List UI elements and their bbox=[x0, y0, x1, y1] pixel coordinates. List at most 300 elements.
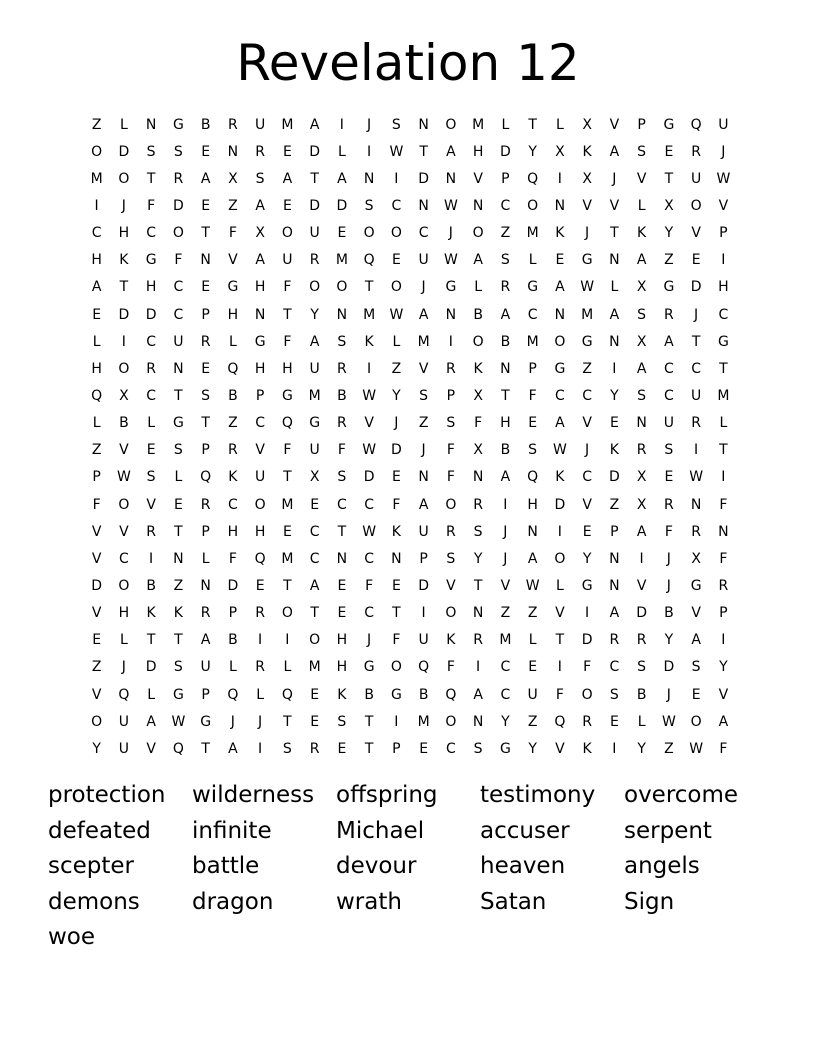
grid-letter: A bbox=[664, 333, 674, 350]
grid-letter: E bbox=[201, 360, 211, 377]
grid-letter: W bbox=[689, 469, 704, 486]
grid-letter: M bbox=[499, 632, 512, 649]
grid-letter: G bbox=[172, 116, 184, 133]
grid-letter: D bbox=[172, 197, 184, 214]
grid-letter: C bbox=[554, 387, 565, 404]
grid-letter: Z bbox=[527, 605, 538, 622]
word-list-item: Satan bbox=[480, 888, 547, 915]
grid-letter: A bbox=[636, 252, 647, 269]
grid-letter: Y bbox=[610, 387, 619, 404]
grid-letter: W bbox=[362, 442, 377, 459]
grid-letter: I bbox=[258, 632, 263, 649]
grid-letter: R bbox=[309, 740, 320, 757]
grid-letter: C bbox=[418, 225, 429, 242]
grid-letter: L bbox=[201, 550, 210, 567]
grid-letter: S bbox=[691, 659, 701, 676]
grid-letter: X bbox=[228, 170, 238, 187]
grid-letter: D bbox=[390, 442, 402, 459]
grid-letter: J bbox=[694, 306, 699, 323]
grid-letter: Q bbox=[445, 686, 457, 703]
grid-letter: N bbox=[336, 306, 348, 323]
grid-letter: F bbox=[337, 442, 346, 459]
grid-letter: R bbox=[146, 523, 156, 540]
grid-letter: V bbox=[718, 197, 729, 214]
grid-letter: P bbox=[719, 605, 728, 622]
grid-letter: K bbox=[364, 333, 374, 350]
grid-letter: N bbox=[445, 306, 457, 323]
grid-letter: H bbox=[145, 279, 157, 296]
grid-letter: V bbox=[609, 116, 620, 133]
grid-letter: T bbox=[419, 143, 428, 160]
grid-letter: N bbox=[254, 306, 266, 323]
grid-letter: E bbox=[555, 252, 565, 269]
word-list-item: Sign bbox=[624, 888, 675, 915]
grid-letter: O bbox=[281, 225, 293, 242]
grid-letter: C bbox=[118, 550, 129, 567]
grid-letter: A bbox=[228, 740, 238, 757]
grid-letter: W bbox=[525, 577, 540, 594]
grid-letter: Q bbox=[118, 686, 130, 703]
grid-letter: U bbox=[309, 442, 320, 459]
grid-letter: P bbox=[419, 550, 428, 567]
grid-letter: N bbox=[636, 415, 647, 432]
grid-letter: J bbox=[258, 713, 263, 730]
grid-letter: A bbox=[146, 713, 156, 730]
grid-row bbox=[83, 708, 737, 735]
grid-letter: V bbox=[582, 415, 592, 432]
grid-letter: E bbox=[664, 143, 674, 160]
grid-letter: V bbox=[91, 605, 102, 622]
grid-letter: P bbox=[501, 170, 510, 187]
grid-letter: F bbox=[446, 442, 455, 459]
grid-letter: H bbox=[254, 279, 266, 296]
grid-letter: F bbox=[174, 252, 183, 269]
grid-letter: F bbox=[719, 550, 728, 567]
grid-letter: M bbox=[717, 387, 730, 404]
grid-letter: B bbox=[500, 333, 511, 350]
grid-letter: C bbox=[91, 225, 102, 242]
grid-letter: L bbox=[147, 415, 156, 432]
grid-letter: U bbox=[718, 116, 729, 133]
word-list-item: accuser bbox=[480, 817, 570, 844]
grid-letter: O bbox=[554, 333, 566, 350]
grid-letter: G bbox=[281, 387, 293, 404]
grid-letter: F bbox=[719, 740, 728, 757]
grid-letter: G bbox=[554, 360, 566, 377]
grid-letter: F bbox=[147, 197, 156, 214]
grid-letter: S bbox=[500, 252, 510, 269]
grid-letter: V bbox=[582, 197, 592, 214]
grid-letter: L bbox=[501, 116, 510, 133]
grid-letter: A bbox=[500, 306, 511, 323]
grid-letter: P bbox=[201, 442, 210, 459]
grid-letter: Y bbox=[392, 387, 401, 404]
grid-letter: Z bbox=[228, 197, 238, 214]
grid-letter: R bbox=[691, 523, 701, 540]
grid-letter: Z bbox=[609, 496, 620, 513]
grid-letter: R bbox=[200, 496, 211, 513]
grid-letter: G bbox=[227, 279, 239, 296]
grid-letter: V bbox=[555, 605, 565, 622]
grid-letter: B bbox=[228, 387, 238, 404]
grid-letter: S bbox=[473, 740, 483, 757]
grid-letter: O bbox=[118, 360, 130, 377]
grid-letter: Q bbox=[281, 415, 293, 432]
grid-letter: S bbox=[201, 387, 211, 404]
grid-letter: B bbox=[146, 577, 156, 594]
grid-letter: F bbox=[446, 469, 455, 486]
grid-letter: K bbox=[146, 605, 156, 622]
grid-letter: E bbox=[201, 279, 211, 296]
page-title: Revelation 12 bbox=[236, 34, 580, 92]
grid-letter: B bbox=[364, 686, 374, 703]
grid-letter: T bbox=[691, 333, 701, 350]
grid-letter: Q bbox=[281, 686, 293, 703]
grid-letter: H bbox=[118, 605, 130, 622]
grid-letter: S bbox=[146, 143, 156, 160]
grid-letter: M bbox=[281, 550, 294, 567]
grid-letter: D bbox=[690, 279, 702, 296]
grid-letter: E bbox=[337, 577, 347, 594]
grid-letter: S bbox=[446, 550, 456, 567]
grid-letter: U bbox=[200, 659, 211, 676]
grid-letter: F bbox=[228, 550, 237, 567]
grid-letter: V bbox=[119, 442, 129, 459]
grid-letter: M bbox=[308, 659, 321, 676]
grid-letter: C bbox=[391, 197, 402, 214]
grid-letter: Y bbox=[501, 713, 510, 730]
grid-letter: W bbox=[443, 252, 458, 269]
grid-letter: V bbox=[146, 496, 156, 513]
grid-letter: Y bbox=[473, 550, 483, 567]
grid-letter: F bbox=[392, 496, 401, 513]
grid-letter: R bbox=[691, 415, 701, 432]
grid-letter: Z bbox=[582, 360, 592, 377]
grid-letter: V bbox=[228, 252, 238, 269]
grid-letter: H bbox=[91, 360, 102, 377]
grid-letter: J bbox=[585, 442, 590, 459]
grid-letter: W bbox=[171, 713, 186, 730]
grid-letter: R bbox=[255, 143, 265, 160]
grid-letter: S bbox=[637, 306, 647, 323]
grid-letter: G bbox=[690, 577, 702, 594]
grid-letter: C bbox=[309, 550, 320, 567]
grid-letter: B bbox=[418, 686, 429, 703]
grid-letter: L bbox=[283, 659, 292, 676]
grid-letter: I bbox=[585, 605, 590, 622]
grid-letter: N bbox=[554, 306, 566, 323]
grid-letter: C bbox=[663, 387, 674, 404]
grid-letter: K bbox=[337, 686, 347, 703]
grid-letter: R bbox=[337, 360, 347, 377]
grid-letter: R bbox=[500, 279, 511, 296]
grid-letter: N bbox=[527, 523, 538, 540]
grid-letter: H bbox=[118, 225, 130, 242]
word-list-item: demons bbox=[48, 888, 140, 915]
grid-letter: X bbox=[555, 143, 565, 160]
grid-letter: B bbox=[228, 632, 238, 649]
grid-letter: O bbox=[118, 577, 130, 594]
grid-letter: F bbox=[583, 659, 592, 676]
grid-letter: N bbox=[472, 605, 484, 622]
grid-letter: R bbox=[337, 415, 347, 432]
grid-letter: A bbox=[555, 279, 565, 296]
grid-letter: T bbox=[501, 387, 510, 404]
grid-letter: C bbox=[173, 279, 184, 296]
grid-letter: G bbox=[390, 686, 402, 703]
grid-letter: S bbox=[637, 387, 647, 404]
grid-letter: J bbox=[421, 279, 426, 296]
grid-letter: S bbox=[337, 713, 347, 730]
grid-letter: L bbox=[637, 713, 646, 730]
grid-letter: R bbox=[446, 523, 456, 540]
grid-letter: A bbox=[500, 469, 511, 486]
grid-letter: C bbox=[718, 306, 729, 323]
grid-letter: K bbox=[391, 523, 401, 540]
grid-letter: E bbox=[310, 713, 320, 730]
grid-row bbox=[83, 111, 737, 138]
word-list-item: overcome bbox=[624, 782, 739, 808]
grid-letter: I bbox=[258, 740, 263, 757]
grid-letter: I bbox=[394, 713, 399, 730]
grid-letter: M bbox=[526, 333, 539, 350]
grid-letter: U bbox=[663, 415, 674, 432]
grid-letter: O bbox=[91, 713, 103, 730]
grid-letter: V bbox=[119, 523, 129, 540]
grid-letter: W bbox=[689, 740, 704, 757]
grid-letter: J bbox=[448, 225, 453, 242]
grid-letter: X bbox=[119, 387, 129, 404]
grid-letter: V bbox=[500, 577, 511, 594]
grid-letter: S bbox=[173, 442, 183, 459]
word-list bbox=[48, 778, 788, 956]
word-list-item: wrath bbox=[336, 888, 402, 915]
grid-letter: G bbox=[581, 252, 593, 269]
grid-letter: T bbox=[283, 713, 292, 730]
grid-letter: W bbox=[661, 713, 676, 730]
grid-letter: C bbox=[691, 360, 702, 377]
grid-letter: A bbox=[255, 197, 265, 214]
grid-letter: L bbox=[528, 252, 537, 269]
grid-row bbox=[83, 192, 737, 219]
word-list-item: devour bbox=[336, 853, 417, 879]
grid-letter: C bbox=[364, 605, 375, 622]
grid-letter: Z bbox=[391, 360, 402, 377]
grid-letter: I bbox=[721, 469, 726, 486]
grid-letter: I bbox=[694, 442, 699, 459]
grid-letter: P bbox=[392, 740, 401, 757]
grid-letter: E bbox=[391, 577, 401, 594]
grid-letter: T bbox=[364, 740, 374, 757]
grid-letter: T bbox=[310, 170, 319, 187]
grid-letter: C bbox=[364, 550, 375, 567]
grid-letter: N bbox=[418, 116, 429, 133]
grid-letter: E bbox=[609, 415, 619, 432]
grid-letter: D bbox=[636, 605, 648, 622]
grid-letter: O bbox=[281, 605, 293, 622]
grid-letter: I bbox=[612, 740, 617, 757]
grid-letter: I bbox=[421, 605, 426, 622]
grid-letter: N bbox=[227, 143, 239, 160]
grid-letter: Y bbox=[528, 143, 537, 160]
grid-letter: N bbox=[418, 469, 429, 486]
grid-letter: D bbox=[309, 143, 321, 160]
grid-letter: X bbox=[473, 387, 483, 404]
grid-letter: C bbox=[364, 496, 375, 513]
grid-letter: N bbox=[718, 523, 729, 540]
grid-letter: Z bbox=[418, 415, 429, 432]
grid-letter: C bbox=[609, 659, 620, 676]
grid-letter: T bbox=[473, 577, 483, 594]
grid-letter: T bbox=[201, 225, 210, 242]
grid-row bbox=[83, 437, 737, 464]
grid-letter: Q bbox=[527, 469, 539, 486]
grid-letter: L bbox=[228, 659, 237, 676]
grid-letter: M bbox=[526, 225, 539, 242]
grid-letter: I bbox=[94, 197, 99, 214]
grid-letter: C bbox=[582, 387, 593, 404]
grid-letter: Q bbox=[91, 387, 103, 404]
grid-letter: W bbox=[552, 442, 567, 459]
grid-letter: Z bbox=[527, 713, 538, 730]
grid-letter: I bbox=[149, 550, 154, 567]
grid-letter: E bbox=[282, 143, 292, 160]
grid-letter: I bbox=[121, 333, 126, 350]
grid-letter: T bbox=[119, 279, 129, 296]
grid-letter: S bbox=[446, 415, 456, 432]
grid-letter: K bbox=[446, 632, 456, 649]
grid-letter: H bbox=[227, 523, 239, 540]
grid-letter: E bbox=[337, 225, 347, 242]
grid-letter: E bbox=[528, 415, 538, 432]
grid-letter: X bbox=[636, 469, 647, 486]
grid-letter: E bbox=[173, 496, 183, 513]
grid-letter: A bbox=[691, 632, 701, 649]
grid-letter: L bbox=[719, 415, 728, 432]
grid-letter: Q bbox=[227, 360, 239, 377]
grid-letter: Y bbox=[637, 740, 646, 757]
grid-letter: J bbox=[230, 713, 235, 730]
grid-row bbox=[83, 382, 737, 409]
grid-letter: C bbox=[173, 306, 184, 323]
grid-letter: B bbox=[200, 116, 211, 133]
grid-letter: E bbox=[582, 523, 592, 540]
grid-letter: S bbox=[391, 116, 401, 133]
grid-letter: D bbox=[91, 577, 103, 594]
grid-letter: G bbox=[663, 279, 675, 296]
grid-letter: J bbox=[721, 143, 726, 160]
grid-letter: E bbox=[92, 632, 102, 649]
grid-letter: Q bbox=[172, 740, 184, 757]
grid-letter: N bbox=[418, 197, 429, 214]
grid-letter: A bbox=[473, 686, 483, 703]
grid-letter: T bbox=[174, 387, 183, 404]
grid-letter: E bbox=[691, 686, 701, 703]
grid-letter: M bbox=[90, 170, 103, 187]
grid-letter: A bbox=[282, 170, 293, 187]
grid-letter: A bbox=[609, 143, 620, 160]
grid-letter: H bbox=[91, 252, 102, 269]
grid-letter: O bbox=[390, 225, 402, 242]
grid-letter: K bbox=[173, 605, 183, 622]
grid-letter: U bbox=[309, 225, 320, 242]
grid-letter: S bbox=[146, 469, 156, 486]
grid-letter: N bbox=[609, 550, 620, 567]
grid-letter: K bbox=[555, 225, 565, 242]
grid-letter: J bbox=[503, 550, 508, 567]
grid-letter: L bbox=[474, 279, 483, 296]
word-list-item: defeated bbox=[48, 817, 151, 844]
grid-letter: V bbox=[418, 360, 429, 377]
grid-letter: E bbox=[691, 252, 701, 269]
grid-letter: X bbox=[255, 225, 265, 242]
grid-letter: A bbox=[309, 333, 320, 350]
grid-letter: D bbox=[227, 577, 239, 594]
grid-letter: I bbox=[339, 116, 344, 133]
grid-letter: A bbox=[473, 252, 483, 269]
grid-letter: C bbox=[663, 360, 674, 377]
grid-letter: G bbox=[309, 415, 321, 432]
grid-letter: N bbox=[472, 197, 484, 214]
grid-letter: J bbox=[121, 659, 126, 676]
grid-letter: G bbox=[499, 740, 511, 757]
grid-letter: I bbox=[394, 170, 399, 187]
grid-letter: J bbox=[666, 686, 671, 703]
grid-letter: M bbox=[308, 387, 321, 404]
grid-letter: O bbox=[581, 686, 593, 703]
grid-letter: C bbox=[146, 333, 157, 350]
grid-letter: V bbox=[364, 415, 374, 432]
grid-letter: Q bbox=[690, 116, 702, 133]
grid-letter: N bbox=[500, 360, 511, 377]
grid-letter: T bbox=[283, 577, 292, 594]
grid-letter: N bbox=[145, 116, 157, 133]
grid-letter: O bbox=[690, 197, 702, 214]
grid-letter: A bbox=[636, 523, 647, 540]
grid-letter: V bbox=[555, 740, 565, 757]
grid-letter: J bbox=[503, 523, 508, 540]
grid-letter: T bbox=[337, 523, 347, 540]
grid-letter: F bbox=[528, 387, 537, 404]
grid-letter: F bbox=[664, 523, 673, 540]
grid-letter: R bbox=[664, 306, 674, 323]
grid-letter: M bbox=[335, 252, 348, 269]
grid-letter: O bbox=[91, 143, 103, 160]
grid-letter: Y bbox=[92, 740, 101, 757]
grid-letter: X bbox=[582, 116, 592, 133]
grid-letter: O bbox=[336, 279, 348, 296]
grid-letter: L bbox=[174, 469, 183, 486]
grid-letter: V bbox=[91, 523, 102, 540]
grid-letter: G bbox=[581, 577, 593, 594]
grid-letter: V bbox=[691, 605, 701, 622]
grid-letter: F bbox=[474, 415, 483, 432]
grid-letter: X bbox=[691, 550, 701, 567]
grid-letter: C bbox=[500, 659, 511, 676]
word-list-item: angels bbox=[624, 853, 700, 879]
grid-letter: M bbox=[417, 713, 430, 730]
grid-letter: X bbox=[636, 333, 647, 350]
grid-letter: D bbox=[418, 170, 430, 187]
grid-letter: T bbox=[610, 225, 619, 242]
grid-letter: O bbox=[472, 333, 484, 350]
grid-letter: S bbox=[337, 469, 347, 486]
grid-letter: P bbox=[201, 523, 210, 540]
grid-letter: Q bbox=[363, 252, 375, 269]
grid-letter: V bbox=[609, 197, 620, 214]
grid-letter: H bbox=[254, 523, 266, 540]
grid-letter: G bbox=[663, 116, 675, 133]
